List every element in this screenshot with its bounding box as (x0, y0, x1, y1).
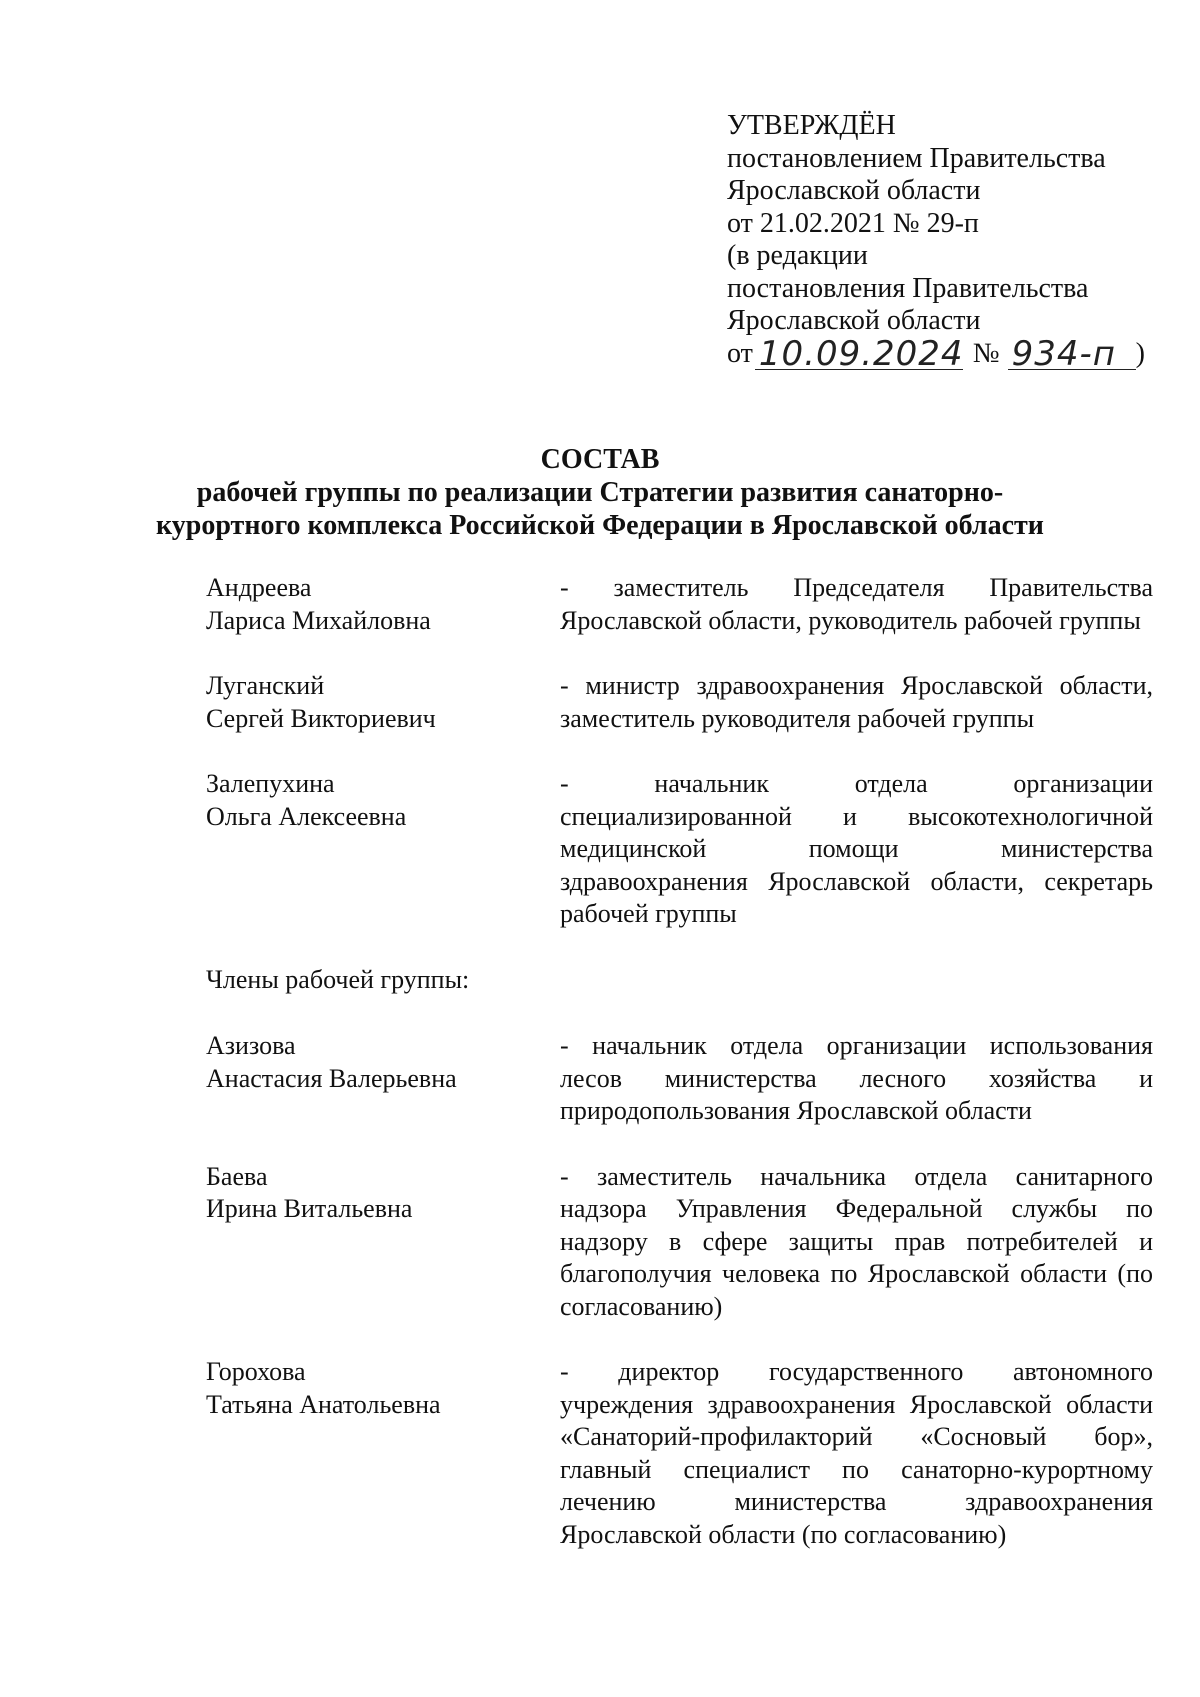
approval-line: постановления Правительства (727, 272, 1089, 304)
member-name (206, 670, 560, 735)
list-item (206, 768, 1156, 931)
member-surname: Азизова (206, 1031, 296, 1060)
member-given-name: Сергей Викториевич (206, 703, 436, 733)
document-title (0, 443, 1200, 542)
closing-paren: ) (1135, 337, 1145, 369)
approval-block (727, 110, 1145, 374)
list-item (206, 1030, 1156, 1128)
list-item (206, 670, 1156, 735)
list-item (206, 1356, 1156, 1551)
member-name (206, 768, 560, 931)
member-role: - заместитель Председателя Правительства Ярославской области, руководитель рабочей группы (560, 573, 1153, 635)
title-subtitle: рабочей группы по реализации Стратегии развития санаторно-курортного комплекса Российской Федерации в Ярославской области (156, 477, 1044, 541)
member-surname: Баева (206, 1161, 268, 1191)
approval-line: от 21.02.2021 № 29-п (727, 207, 979, 239)
member-name (206, 1161, 560, 1324)
member-role: - начальник отдела организации специализированной и высокотехнологичной медицинской помощи министерства здравоохранения Ярославской области, секретарь рабочей группы (560, 769, 1153, 928)
member-name (206, 1030, 560, 1128)
member-name (206, 1356, 560, 1551)
approval-line: постановлением Правительства (727, 142, 1106, 174)
approval-line: (в редакции (727, 240, 868, 271)
member-role: - министр здравоохранения Ярославской области, заместитель руководителя рабочей группы (560, 671, 1153, 733)
member-given-name: Ирина Витальевна (206, 1194, 413, 1223)
member-given-name: Лариса Михайловна (206, 605, 431, 635)
approval-heading: УТВЕРЖДЁН (727, 110, 896, 141)
approval-line: Ярославской области (727, 305, 981, 336)
list-item (206, 1161, 1156, 1324)
member-surname: Горохова (206, 1357, 306, 1386)
approval-line: Ярославской области (727, 175, 981, 206)
member-given-name: Ольга Алексеевна (206, 801, 407, 831)
member-surname: Залепухина (206, 769, 335, 798)
list-item (206, 572, 1156, 637)
members-label: Члены рабочей группы: (206, 964, 470, 994)
member-surname: Андреева (206, 573, 312, 602)
handwritten-number: 934-п (1008, 339, 1136, 370)
member-given-name: Татьяна Анатольевна (206, 1389, 441, 1419)
member-role: - заместитель начальника отдела санитарного надзора Управления Федеральной службы по надзору в сфере защиты прав потребителей и благополучия человека по Ярославской области (по согласованию) (560, 1161, 1153, 1321)
member-role: - директор государственного автономного учреждения здравоохранения Ярославской области «Санаторий-профилакторий «Сосновый бор», главный специалист по санаторно-курортному лечению министерства здравоохранения Ярославской области (по согласованию) (560, 1357, 1153, 1549)
member-given-name: Анастасия Валерьевна (206, 1063, 457, 1093)
date-prefix: от (727, 337, 753, 369)
member-surname: Луганский (206, 671, 325, 700)
approval-date-line (727, 334, 1145, 374)
number-sign: № (972, 337, 1000, 369)
handwritten-date: 10.09.2024 (755, 339, 963, 370)
member-name (206, 572, 560, 637)
title-main: СОСТАВ (540, 444, 660, 475)
member-role: - начальник отдела организации использования лесов министерства лесного хозяйства и природопользования Ярославской области (560, 1031, 1153, 1125)
members-list (206, 572, 1156, 1551)
